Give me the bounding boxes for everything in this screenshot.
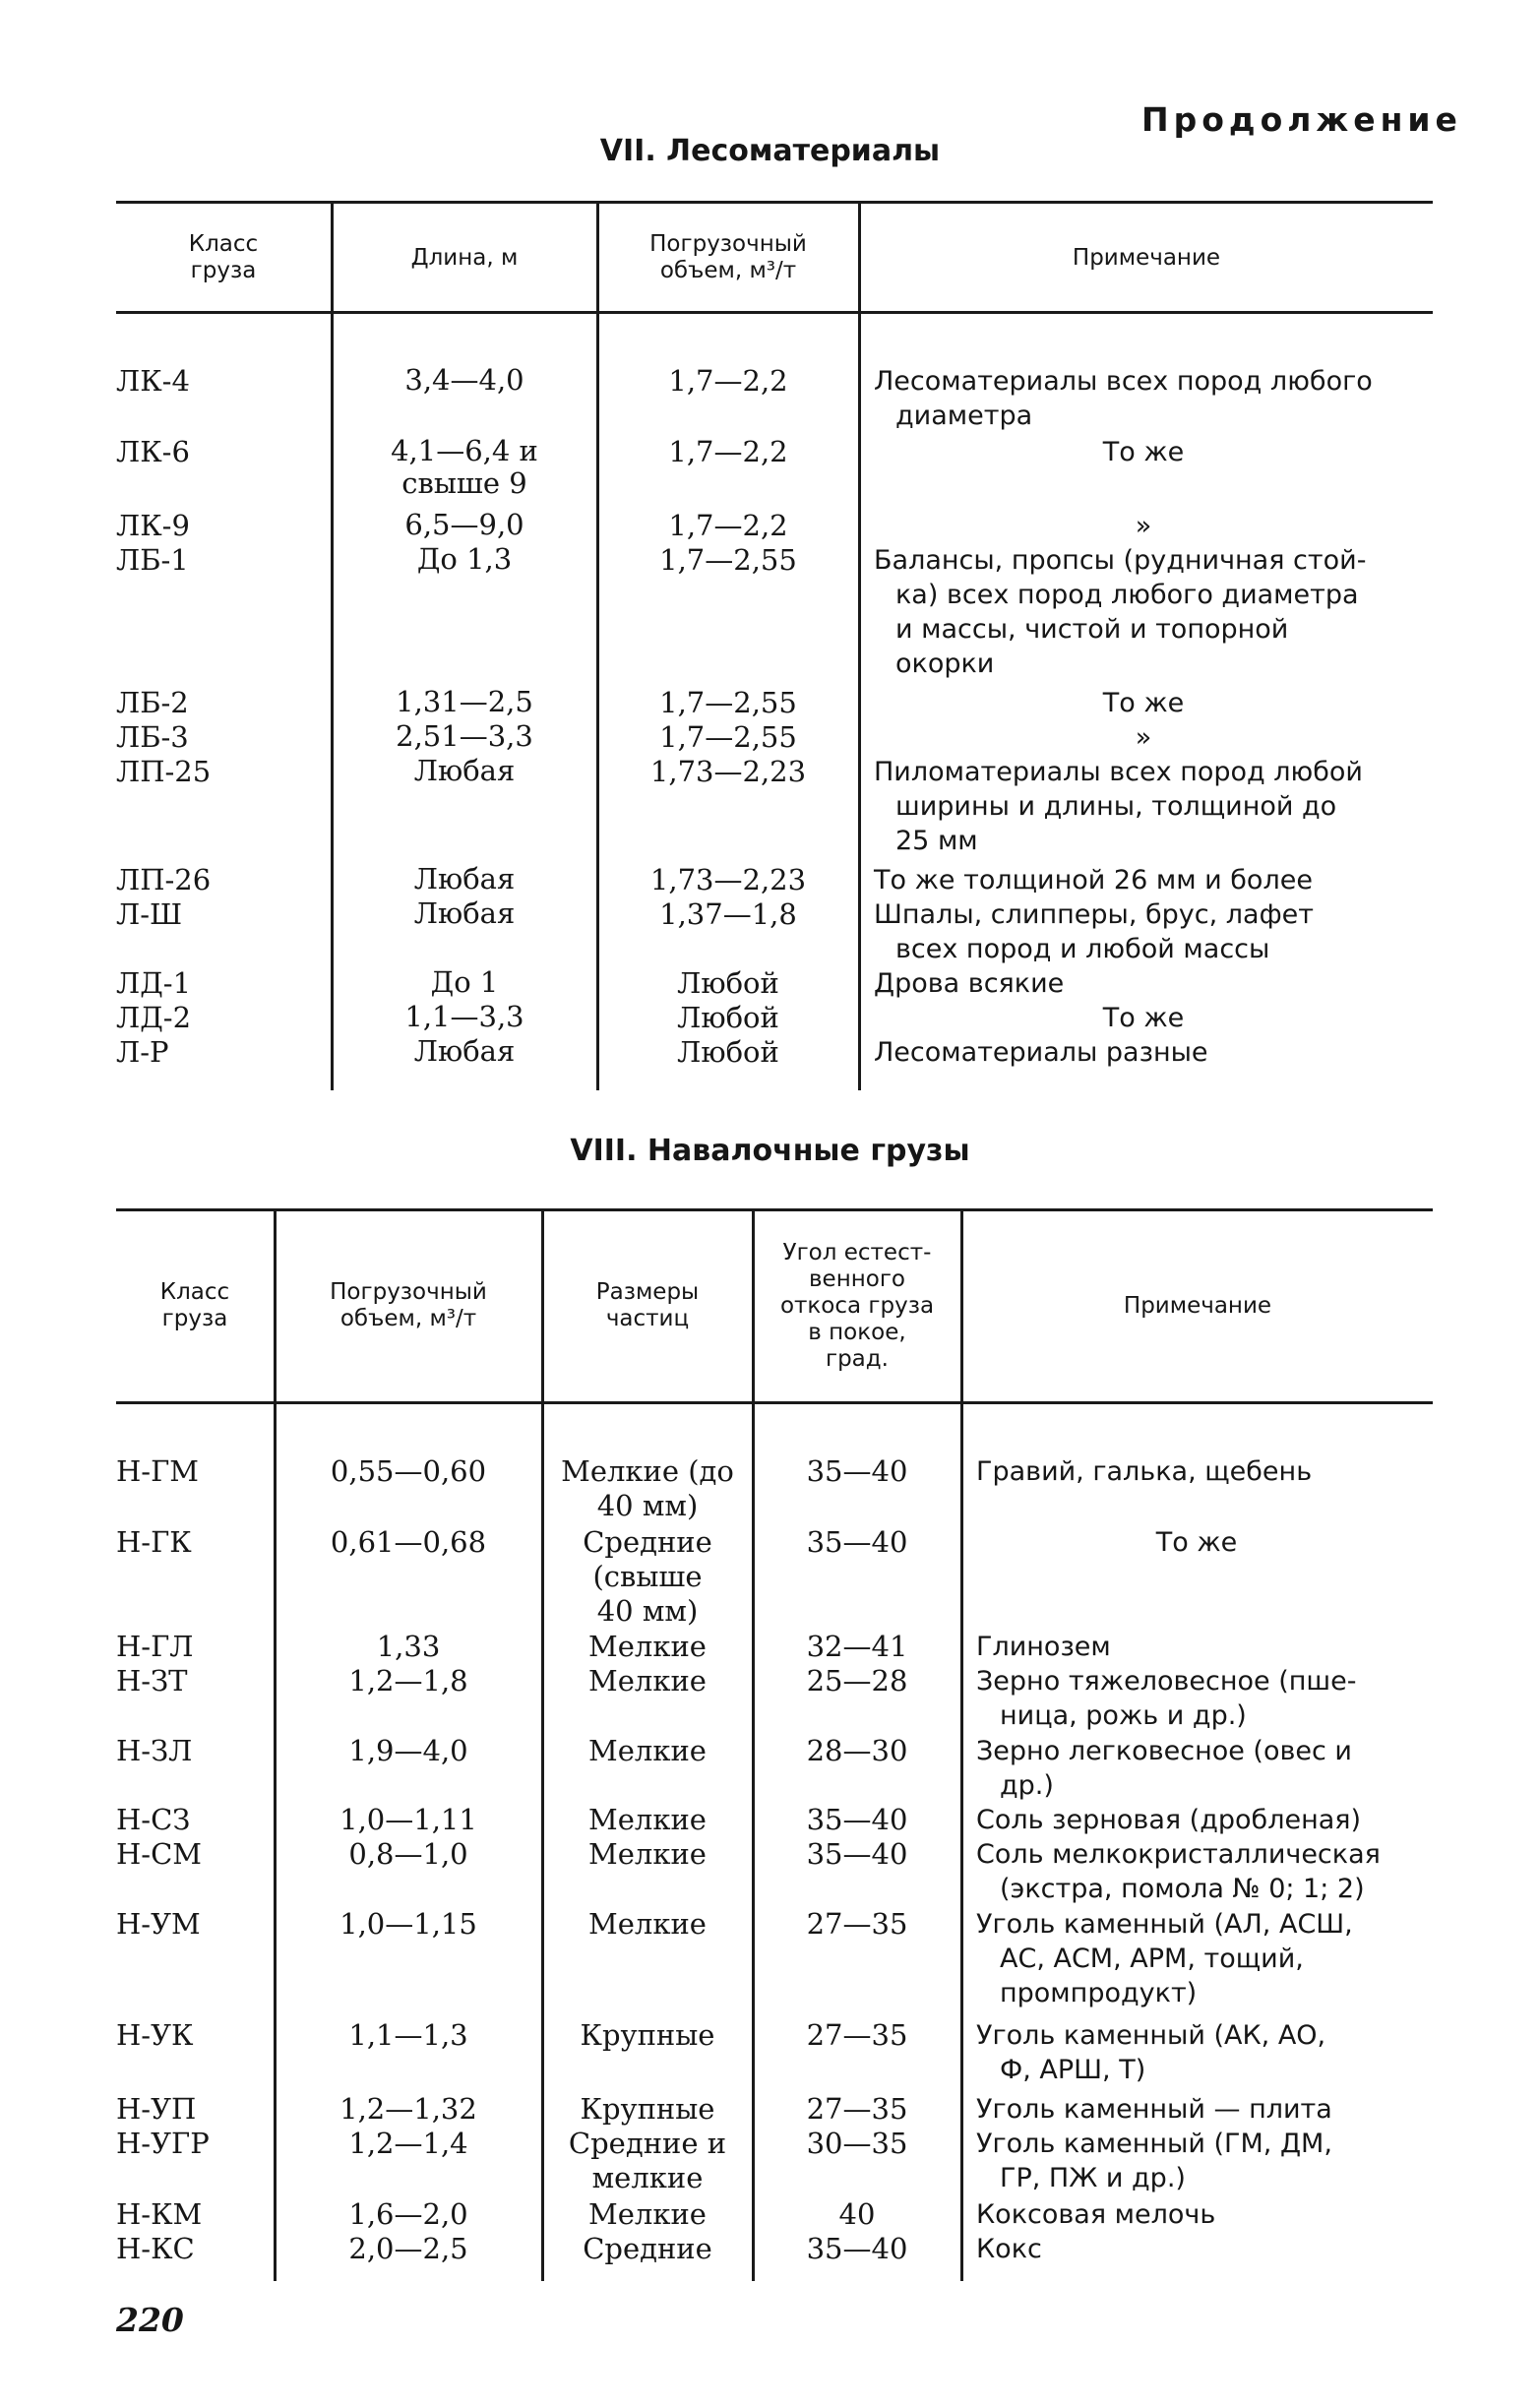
t8-angle-cell: 35—40 <box>806 1803 908 1836</box>
t8-angle-cell: 25—28 <box>806 1664 908 1697</box>
t8-header-1: Погрузочный объем, м³/т <box>330 1279 487 1331</box>
t7-note-line: Пиломатериалы всех пород любой <box>874 757 1363 787</box>
t8-note-line: Кокс <box>976 2234 1042 2264</box>
t7-length-cell: 3,4—4,0 <box>404 363 524 397</box>
t7-note-line: То же <box>1102 688 1185 718</box>
t8-note-line: Соль мелкокристаллическая <box>976 1839 1381 1870</box>
t8-note-line: Уголь каменный (АК, АО, <box>976 2020 1326 2051</box>
t7-class-cell: ЛД-2 <box>116 1001 192 1034</box>
t7-note-line: » <box>1135 511 1152 541</box>
t8-class-cell: Н-КМ <box>116 2197 203 2231</box>
t8-volume-cell: 0,61—0,68 <box>330 1525 487 1559</box>
t7-length-cell: Любая <box>413 754 516 787</box>
t8-class-cell: Н-УГР <box>116 2127 210 2160</box>
t8-note-line: (экстра, помола № 0; 1; 2) <box>1000 1874 1365 1904</box>
t8-volume-cell: 1,2—1,32 <box>339 2092 477 2126</box>
t7-note-line: 25 мм <box>895 826 978 856</box>
t8-volume-cell: 1,9—4,0 <box>348 1734 468 1767</box>
t8-size-cell: Средние и мелкие <box>568 2127 727 2194</box>
t8-top-rule <box>116 1208 1433 1211</box>
t8-volume-cell: 1,1—1,3 <box>348 2018 468 2052</box>
t8-angle-cell: 40 <box>838 2197 876 2231</box>
t7-volume-cell: 1,7—2,55 <box>659 686 797 719</box>
t8-size-cell: Крупные <box>580 2018 715 2052</box>
t8-size-cell: Крупные <box>580 2092 715 2126</box>
t8-note-line: Глинозем <box>976 1632 1111 1662</box>
t7-volume-cell: 1,7—2,55 <box>659 720 797 754</box>
t7-class-cell: Л-Р <box>116 1035 169 1069</box>
t8-volume-cell: 0,8—1,0 <box>348 1837 468 1871</box>
t8-note-line: АС, АСМ, АРМ, тощий, <box>1000 1944 1304 1974</box>
t7-note-line: То же толщиной 26 мм и более <box>874 865 1313 895</box>
t8-class-cell: Н-ЗЛ <box>116 1734 193 1767</box>
t8-class-cell: Н-ЗТ <box>116 1664 188 1697</box>
t8-volume-cell: 1,0—1,15 <box>339 1907 477 1941</box>
t7-length-cell: Любая <box>413 862 516 895</box>
t7-class-cell: Л-Ш <box>116 897 183 931</box>
t7-length-cell: Любая <box>413 1034 516 1068</box>
t7-header-2: Погрузочный объем, м³/т <box>649 231 807 283</box>
t8-class-cell: Н-ГМ <box>116 1454 199 1488</box>
t7-class-cell: ЛП-25 <box>116 755 212 788</box>
t7-top-rule <box>116 201 1433 204</box>
t7-note-line: диаметра <box>895 401 1033 431</box>
t8-size-cell: Мелкие <box>588 1734 707 1767</box>
t7-col-divider <box>858 201 861 1090</box>
t8-angle-cell: 28—30 <box>806 1734 908 1767</box>
t7-note-line: Балансы, пропсы (рудничная стой- <box>874 545 1367 576</box>
t8-header-0: Класс груза <box>159 1279 230 1331</box>
t7-volume-cell: 1,7—2,2 <box>668 364 788 398</box>
t7-volume-cell: 1,7—2,2 <box>668 509 788 542</box>
continuation-label: Продолжение <box>1141 100 1462 139</box>
t8-angle-cell: 35—40 <box>806 1837 908 1871</box>
t7-header-0: Класс груза <box>188 231 259 283</box>
t8-size-cell: Мелкие <box>588 1664 707 1697</box>
t8-note-line: Уголь каменный — плита <box>976 2094 1332 2125</box>
t7-volume-cell: Любой <box>677 966 779 1000</box>
page-number: 220 <box>116 2301 184 2339</box>
t7-note-line: Лесоматериалы всех пород любого <box>874 366 1373 397</box>
t8-note-line: То же <box>1155 1527 1238 1558</box>
t7-length-cell: До 1,3 <box>416 542 513 576</box>
t8-note-line: Уголь каменный (ГМ, ДМ, <box>976 2129 1332 2159</box>
t7-header-3: Примечание <box>1072 244 1221 271</box>
t7-class-cell: ЛБ-1 <box>116 543 189 577</box>
t7-class-cell: ЛД-1 <box>116 966 192 1000</box>
t8-class-cell: Н-УП <box>116 2092 197 2126</box>
t7-length-cell: До 1 <box>430 965 499 999</box>
t8-class-cell: Н-СЗ <box>116 1803 191 1836</box>
t7-volume-cell: 1,7—2,55 <box>659 543 797 577</box>
t8-size-cell: Мелкие <box>588 1907 707 1941</box>
t7-length-cell: 1,31—2,5 <box>396 685 533 718</box>
t8-note-line: Зерно тяжеловесное (пше- <box>976 1666 1357 1697</box>
t8-angle-cell: 32—41 <box>806 1630 908 1663</box>
t7-volume-cell: Любой <box>677 1035 779 1069</box>
section8-title: VIII. Навалочные грузы <box>570 1134 970 1168</box>
t8-note-line: Коксовая мелочь <box>976 2199 1216 2230</box>
t8-volume-cell: 1,0—1,11 <box>339 1803 477 1836</box>
t7-class-cell: ЛК-4 <box>116 364 190 398</box>
t8-class-cell: Н-ГЛ <box>116 1630 194 1663</box>
t7-volume-cell: Любой <box>677 1001 779 1034</box>
t7-volume-cell: 1,7—2,2 <box>668 435 788 468</box>
t8-note-line: Уголь каменный (АЛ, АСШ, <box>976 1909 1353 1940</box>
t7-col-divider <box>596 201 599 1090</box>
t8-note-line: Соль зерновая (дробленая) <box>976 1805 1362 1835</box>
t8-angle-cell: 27—35 <box>806 1907 908 1941</box>
t7-length-cell: 1,1—3,3 <box>404 1000 524 1033</box>
t8-size-cell: Мелкие <box>588 1837 707 1871</box>
t7-length-cell: 6,5—9,0 <box>404 508 524 541</box>
t8-note-line: промпродукт) <box>1000 1978 1198 2008</box>
t7-col-divider <box>331 201 334 1090</box>
t8-volume-cell: 1,6—2,0 <box>348 2197 468 2231</box>
t7-class-cell: ЛБ-3 <box>116 720 189 754</box>
t8-header-3: Угол естест- венного откоса груза в покое, град. <box>779 1239 935 1372</box>
t8-header-2: Размеры частиц <box>595 1279 700 1331</box>
t8-note-line: Ф, АРШ, Т) <box>1000 2055 1146 2085</box>
t7-note-line: ширины и длины, толщиной до <box>895 791 1337 822</box>
t8-size-cell: Мелкие <box>588 1803 707 1836</box>
t8-class-cell: Н-СМ <box>116 1837 202 1871</box>
t8-size-cell: Мелкие (до 40 мм) <box>561 1454 734 1522</box>
t7-length-cell: 2,51—3,3 <box>396 719 533 753</box>
t8-note-line: ГР, ПЖ и др.) <box>1000 2163 1186 2193</box>
t7-header-rule <box>116 311 1433 314</box>
t7-note-line: всех пород и любой массы <box>895 934 1270 964</box>
t7-note-line: окорки <box>895 648 995 679</box>
t8-volume-cell: 0,55—0,60 <box>330 1454 487 1488</box>
t7-class-cell: ЛП-26 <box>116 863 212 896</box>
t7-volume-cell: 1,37—1,8 <box>659 897 797 931</box>
t7-class-cell: ЛБ-2 <box>116 686 189 719</box>
t8-angle-cell: 27—35 <box>806 2092 908 2126</box>
t7-note-line: ка) всех пород любого диаметра <box>895 580 1359 610</box>
t8-class-cell: Н-ГК <box>116 1525 192 1559</box>
t8-note-line: ница, рожь и др.) <box>1000 1700 1247 1731</box>
t8-class-cell: Н-УМ <box>116 1907 201 1941</box>
t8-header-4: Примечание <box>1123 1292 1272 1319</box>
t8-class-cell: Н-УК <box>116 2018 194 2052</box>
t8-size-cell: Средние <box>583 2232 712 2265</box>
t8-angle-cell: 27—35 <box>806 2018 908 2052</box>
t7-note-line: и массы, чистой и топорной <box>895 614 1289 645</box>
t8-header-rule <box>116 1401 1433 1404</box>
t8-angle-cell: 35—40 <box>806 2232 908 2265</box>
t7-note-line: Лесоматериалы разные <box>874 1037 1208 1068</box>
t8-angle-cell: 35—40 <box>806 1525 908 1559</box>
t7-note-line: Дрова всякие <box>874 968 1065 999</box>
t7-length-cell: 4,1—6,4 и свыше 9 <box>391 434 538 500</box>
t7-note-line: То же <box>1102 1003 1185 1033</box>
t8-note-line: др.) <box>1000 1770 1054 1801</box>
t8-class-cell: Н-КС <box>116 2232 195 2265</box>
t8-angle-cell: 35—40 <box>806 1454 908 1488</box>
t7-volume-cell: 1,73—2,23 <box>649 755 807 788</box>
t8-volume-cell: 1,2—1,4 <box>348 2127 468 2160</box>
t8-note-line: Зерно легковесное (овес и <box>976 1736 1352 1766</box>
t7-class-cell: ЛК-9 <box>116 509 190 542</box>
t7-class-cell: ЛК-6 <box>116 435 190 468</box>
t8-volume-cell: 1,2—1,8 <box>348 1664 468 1697</box>
t7-header-1: Длина, м <box>410 244 519 271</box>
t8-volume-cell: 2,0—2,5 <box>348 2232 468 2265</box>
t7-note-line: Шпалы, слипперы, брус, лафет <box>874 899 1315 930</box>
t7-note-line: То же <box>1102 437 1185 467</box>
t8-angle-cell: 30—35 <box>806 2127 908 2160</box>
t8-volume-cell: 1,33 <box>376 1630 441 1663</box>
section7-title: VII. Лесоматериалы <box>599 134 941 168</box>
t8-size-cell: Мелкие <box>588 2197 707 2231</box>
t7-length-cell: Любая <box>413 896 516 930</box>
t7-note-line: » <box>1135 722 1152 753</box>
t8-size-cell: Средние (свыше 40 мм) <box>583 1525 712 1628</box>
t8-note-line: Гравий, галька, щебень <box>976 1456 1313 1487</box>
t8-size-cell: Мелкие <box>588 1630 707 1663</box>
t7-volume-cell: 1,73—2,23 <box>649 863 807 896</box>
